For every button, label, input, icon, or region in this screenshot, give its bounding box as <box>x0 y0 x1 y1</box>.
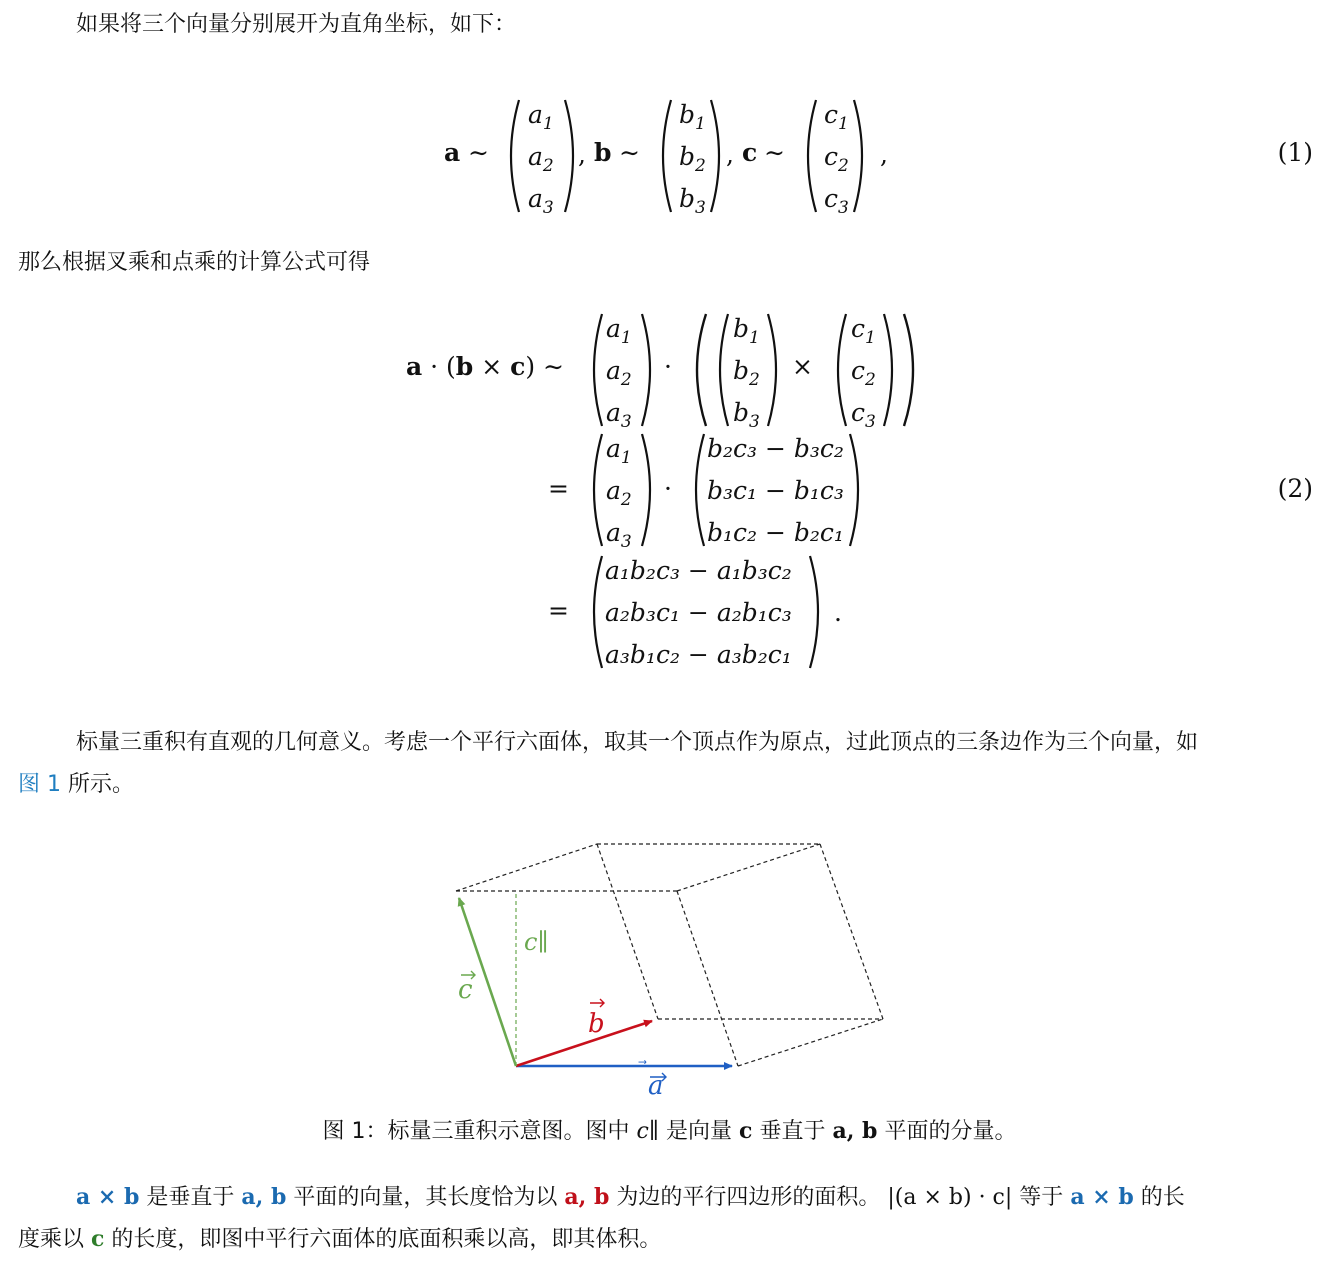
eq1-a3: $a_3$ <box>528 184 554 218</box>
eq2-r1-a3: $a_3$ <box>606 398 632 432</box>
vector-a-arrow-mark <box>638 1060 647 1065</box>
eq1-sim: ∼ <box>468 138 489 167</box>
eq2-r2-v2: b₃c₁ − b₁c₃ <box>707 476 844 505</box>
figure-1-link[interactable]: 图 1 <box>18 772 61 797</box>
eq2-r1-a1: $a_1$ <box>606 314 632 348</box>
paragraph-geometry-line2: 图 1 所示。 <box>18 772 135 797</box>
eq1-a1: $a_1$ <box>528 100 554 134</box>
eq2-r2-a3: $a_3$ <box>606 518 632 552</box>
vector-b-arrow <box>516 1021 652 1066</box>
eq1-b3: $b_3$ <box>679 184 706 218</box>
vector-c-label: c <box>458 975 473 1005</box>
paragraph-volume-line2: 度乘以 c 的长度，即图中平行六面体的底面积乘以高，即其体积。 <box>18 1226 662 1252</box>
eq2-r2-a2: $a_2$ <box>606 476 632 510</box>
eq2-r1-a2: $a_2$ <box>606 356 632 390</box>
eq1-b1: $b_1$ <box>679 100 706 134</box>
eq2-r1-c1: $c_1$ <box>851 314 876 348</box>
eq1-c3: $c_3$ <box>824 184 849 218</box>
eq2-r3-v3: a₃b₁c₂ − a₃b₂c₁ <box>605 640 792 669</box>
eq2-r2-eq: = <box>548 474 569 503</box>
eq1-c1: $c_1$ <box>824 100 849 134</box>
eq2-r1-b1: $b_1$ <box>733 314 760 348</box>
eq2-r2-v1: b₂c₃ − b₃c₂ <box>707 434 844 463</box>
paragraph-geometry-line1: 标量三重积有直观的几何意义。考虑一个平行六面体，取其一个顶点作为原点，过此顶点的三条边作为三个向量，如 <box>76 730 1199 755</box>
eq1-a2: $a_2$ <box>528 142 554 176</box>
eq2-r1-c3: $c_3$ <box>851 398 876 432</box>
eq2-r2-a1: $a_1$ <box>606 434 632 468</box>
eq2-lhs: a · (b × c) ∼ <box>406 352 565 381</box>
eq1-sim-3: ∼ <box>764 138 785 167</box>
eq1-c2: $c_2$ <box>824 142 849 176</box>
eq1-comma-2: , <box>726 140 734 169</box>
equation-number-1: (1) <box>1277 138 1313 167</box>
eq1-comma-3: , <box>880 140 888 169</box>
eq1-c-label: c <box>742 138 758 167</box>
eq2-r3-v1: a₁b₂c₃ − a₁b₃c₂ <box>605 556 792 585</box>
vector-b-label: b <box>588 1009 605 1039</box>
vector-a-label: a <box>648 1071 664 1101</box>
parallelepiped-figure <box>440 830 900 1106</box>
eq1-a-label: a <box>444 138 461 167</box>
c-parallel-label: c∥ <box>524 928 549 956</box>
eq2-r1-dot: · <box>664 352 672 381</box>
eq2-r1-c2: $c_2$ <box>851 356 876 390</box>
eq2-r1-b3: $b_3$ <box>733 398 760 432</box>
paragraph-intro: 如果将三个向量分别展开为直角坐标，如下： <box>76 12 517 37</box>
eq2-r3-v2: a₂b₃c₁ − a₂b₁c₃ <box>605 598 792 627</box>
eq1-sim-2: ∼ <box>619 138 640 167</box>
parallelepiped-edges <box>456 844 883 1066</box>
eq2-r2-dot: · <box>664 474 672 503</box>
eq2-r1-cross: × <box>792 352 813 381</box>
eq2-r2-v3: b₁c₂ − b₂c₁ <box>707 518 844 547</box>
paragraph-formula-intro: 那么根据叉乘和点乘的计算公式可得 <box>18 250 371 275</box>
eq2-period: . <box>834 598 842 627</box>
eq1-b2: $b_2$ <box>679 142 706 176</box>
figure-caption: 图 1：标量三重积示意图。图中 c∥ 是向量 c 垂直于 a, b 平面的分量。 <box>322 1118 1017 1144</box>
paragraph-volume-line1: a × b 是垂直于 a, b 平面的向量，其长度恰为以 a, b 为边的平行四边形的面积。 |(a × b) · c| 等于 a × b 的长 <box>76 1184 1185 1210</box>
eq1-b-label: b <box>594 138 612 167</box>
eq2-r3-eq: = <box>548 596 569 625</box>
eq2-r1-b2: $b_2$ <box>733 356 760 390</box>
equation-number-2: (2) <box>1277 474 1313 503</box>
eq1-comma-1: , <box>578 140 586 169</box>
vector-b-accent <box>590 999 604 1007</box>
